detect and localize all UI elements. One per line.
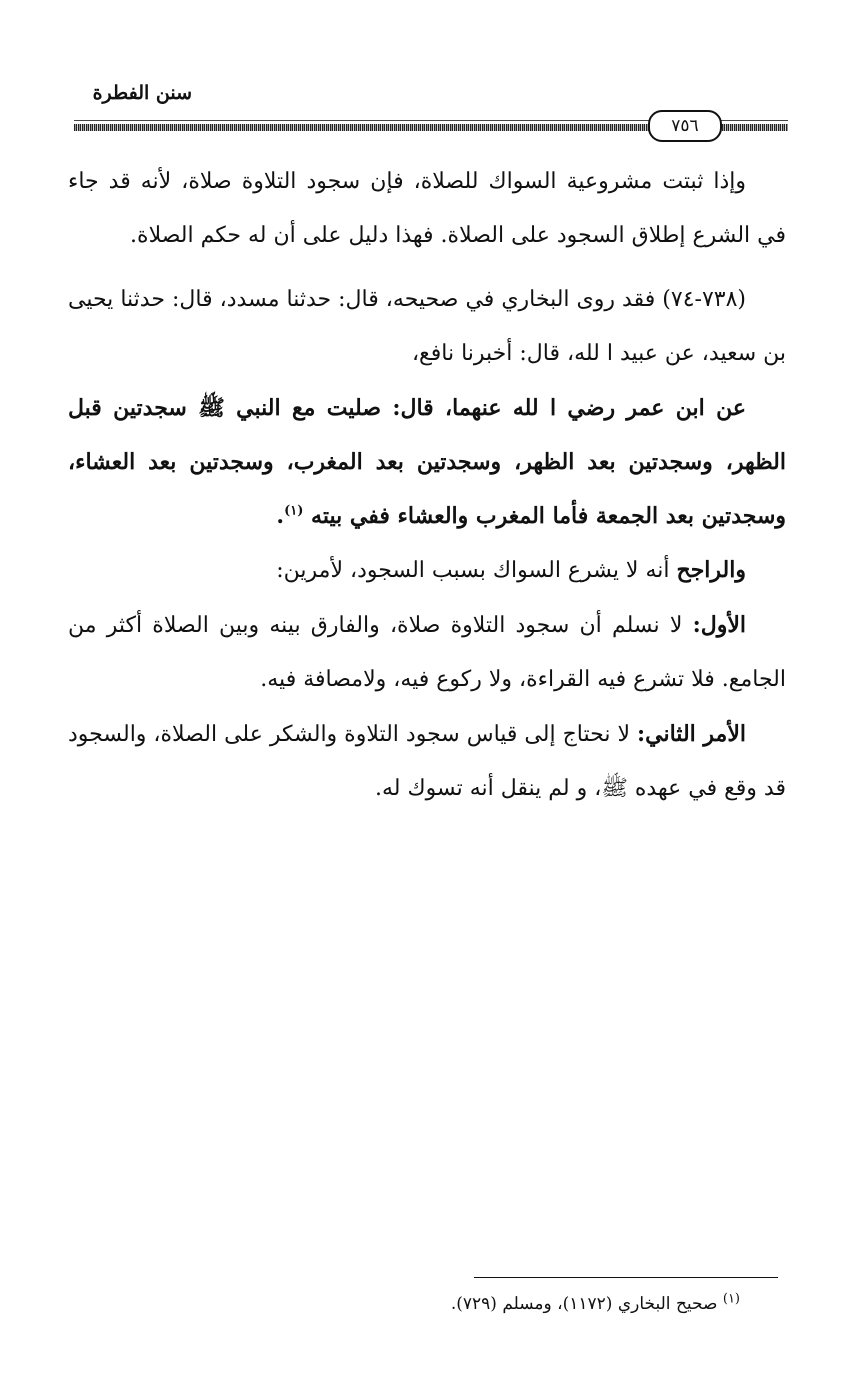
paragraph-intro: وإذا ثبتت مشروعية السواك للصلاة، فإن سجود التلاوة صلاة، لأنه قد جاء في الشرع إطلاق السجود على الصلاة. فهذا دليل على أن له حكم الصلاة.: [68, 169, 786, 248]
preferred-lead: والراجح: [676, 557, 746, 583]
preferred-text: أنه لا يشرع السواك بسبب السجود، لأمرين:: [276, 558, 677, 583]
paragraph-first-reason: [68, 598, 786, 707]
footnote-separator: [474, 1277, 778, 1278]
second-reason-text: لا نحتاج إلى قياس سجود التلاوة والشكر على الصلاة، والسجود قد وقع في عهده ﷺ، و لم ينقل أنه تسوك له.: [68, 722, 786, 801]
footnote-text: صحيح البخاري (١١٧٢)، ومسلم (٧٢٩).: [450, 1294, 723, 1314]
paragraph-second-reason: [68, 707, 786, 816]
first-reason-text: لا نسلم أن سجود التلاوة صلاة، والفارق بينه وبين الصلاة أكثر من الجامع. فلا تشرع فيه القراءة، ولا ركوع فيه، ولامصافة فيه.: [68, 613, 786, 692]
footnote-ref: (١): [284, 503, 304, 519]
paragraph-isnad: (٧٣٨-٧٤) فقد روى البخاري في صحيحه، قال: حدثنا مسدد، قال: حدثنا يحيى بن سعيد، عن عبيد ا لله، قال: أخبرنا نافع،: [68, 287, 786, 366]
first-reason-lead: الأول:: [692, 612, 746, 638]
paragraph-hadith: عن ابن عمر رضي ا لله عنهما، قال: صليت مع النبي ﷺ سجدتين قبل الظهر، وسجدتين بعد الظهر، وسجدتين بعد المغرب، وسجدتين بعد العشاء، وسجدتين بعد الجمعة فأما المغرب والعشاء ففي بيته $^{(١)}$.: [68, 395, 786, 529]
footnote: [451, 1290, 740, 1318]
second-reason-lead: الأمر الثاني:: [637, 721, 747, 747]
page-number: ٧٥٦: [648, 110, 722, 142]
footnote-marker: (١): [722, 1291, 740, 1307]
page-body: [68, 155, 786, 816]
running-header-title: سنن الفطرة: [92, 82, 192, 104]
paragraph-preferred: [68, 543, 786, 598]
hadith-text: عن ابن عمر رضي ا لله عنهما، قال: صليت مع النبي ﷺ سجدتين قبل الظهر، وسجدتين بعد الظهر، وسجدتين بعد المغرب، وسجدتين بعد العشاء، وسجدتين بعد الجمعة فأما المغرب والعشاء ففي بيته: [68, 395, 786, 529]
